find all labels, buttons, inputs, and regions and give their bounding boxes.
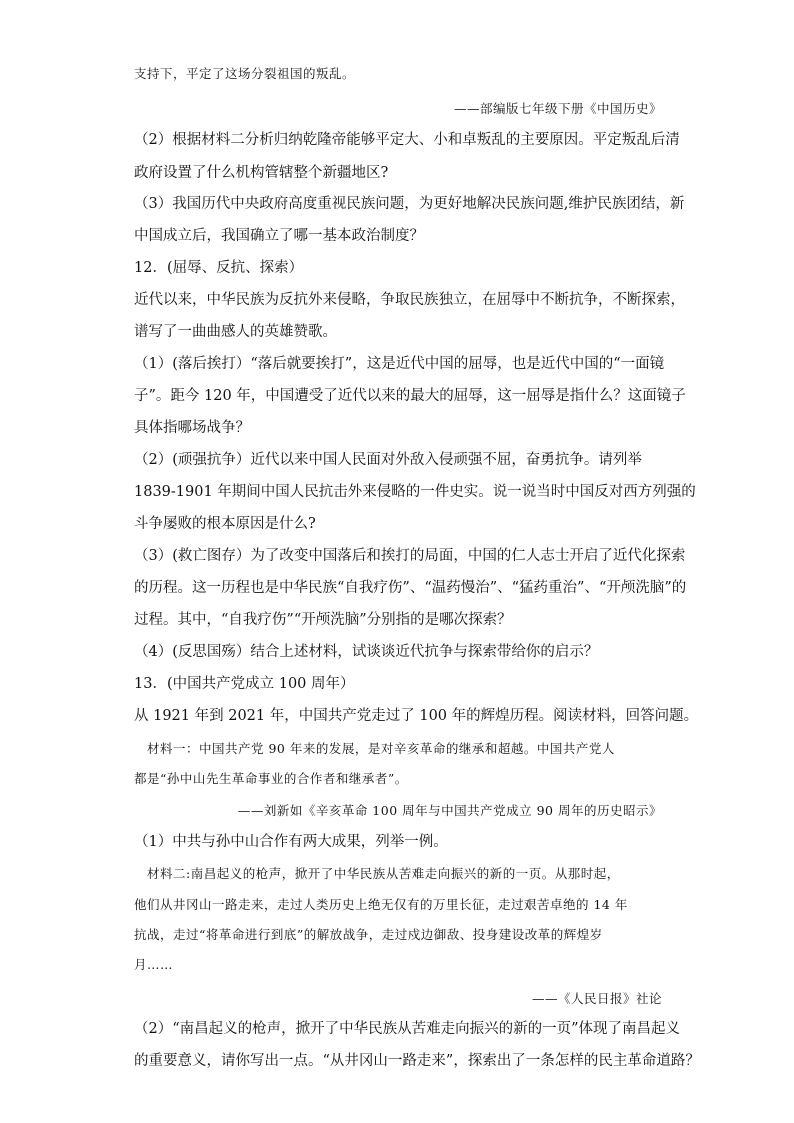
question-text-line: （1）中共与孙中山合作有两大成果，列举一例。	[134, 834, 448, 850]
question-text-line: 具体指哪场战争？	[134, 420, 250, 436]
question-text-line: 政府设置了什么机构管辖整个新疆地区?	[134, 165, 389, 181]
question-heading: 13．(中国共产党成立 100 周年）	[134, 676, 355, 692]
question-heading: 12．(屈辱、反抗、探索）	[134, 260, 304, 276]
question-text-line: 1839-1901 年期间中国人民抗击外来侵略的一件史实。说一说当时中国反对西方列强的	[134, 484, 696, 500]
question-text-line: （3）我国历代中央政府高度重视民族问题，为更好地解决民族问题,维护民族团结，新	[134, 196, 685, 212]
question-text-line: 从 1921 年到 2021 年，中国共产党走过了 100 年的辉煌历程。阅读材料，回答问题。	[134, 708, 699, 724]
material-text-line: 月……	[134, 957, 174, 972]
question-text-line: 中国成立后，我国确立了哪一基本政治制度？	[134, 228, 424, 244]
source-citation: ——刘新如《辛亥革命 100 周年与中国共产党成立 90 周年的历史昭示》	[237, 803, 662, 818]
material-text-line: 他们从井冈山一路走来，走过人类历史上绝无仅有的万里长征，走过艰苦卓绝的 14 年	[134, 897, 628, 912]
question-text-line: 斗争屡败的根本原因是什么?	[134, 516, 316, 532]
material-text-line: 材料二:南昌起义的枪声，掀开了中华民族从苦难走向振兴的新的一页。从那时起，	[147, 866, 620, 881]
question-text-line: （3）(救亡图存）为了改变中国落后和挨打的局面，中国的仁人志士开启了近代化探索	[134, 548, 686, 564]
question-text-line: 子”。距今 120 年，中国遭受了近代以来的最大的屈辱，这一屈辱是指什么？这面镜子	[134, 388, 686, 404]
source-citation: ——《人民日报》社论	[531, 991, 662, 1006]
question-text-line: 谱写了一曲曲感人的英雄赞歌。	[134, 324, 337, 340]
material-text-line: 抗战，走过“将革命进行到底”的解放战争，走过戍边御敌、投身建设改革的辉煌岁	[134, 927, 603, 942]
question-text-line: 过程。其中，“自我疗伤”“开颅洗脑”分别指的是哪次探索？	[134, 612, 512, 628]
question-text-line: （2）根据材料二分析归纳乾隆帝能够平定大、小和卓叛乱的主要原因。平定叛乱后清	[134, 132, 680, 148]
material-text-line: 都是“孙中山先生革命事业的合作者和继承者”。	[134, 771, 408, 786]
question-text-line: 的历程。这一历程也是中华民族“自我疗伤”、“温药慢治”、“猛药重治”、“开颅洗脑”的	[134, 580, 687, 596]
source-citation: ——部编版七年级下册《中国历史》	[453, 101, 662, 116]
question-text-line: （2）“南昌起义的枪声，掀开了中华民族从苦难走向振兴的新的一页”体现了南昌起义	[134, 1021, 681, 1037]
question-text-line: 近代以来，中华民族为反抗外来侵略，争取民族独立，在屈辱中不断抗争，不断探索，	[134, 292, 685, 308]
question-text-line: 的重要意义，请你写出一点。“从井冈山一路走来”，探索出了一条怎样的民主革命道路？	[134, 1053, 700, 1069]
question-text-line: （1）(落后挨打）“落后就要挨打”，这是近代中国的屈辱，也是近代中国的“一面镜	[134, 356, 665, 372]
material-text-line: 材料一：中国共产党 90 年来的发展，是对辛亥革命的继承和超越。中国共产党人	[147, 741, 615, 756]
question-text-line: （4）(反思国殇）结合上述材料，试谈谈近代抗争与探索带给你的启示？	[134, 644, 599, 660]
question-text-line: （2）(顽强抗争）近代以来中国人民面对外敌入侵顽强不屈，奋勇抗争。请列举	[134, 452, 642, 468]
material-text-line: 支持下，平定了这场分裂祖国的叛乱。	[134, 66, 356, 81]
